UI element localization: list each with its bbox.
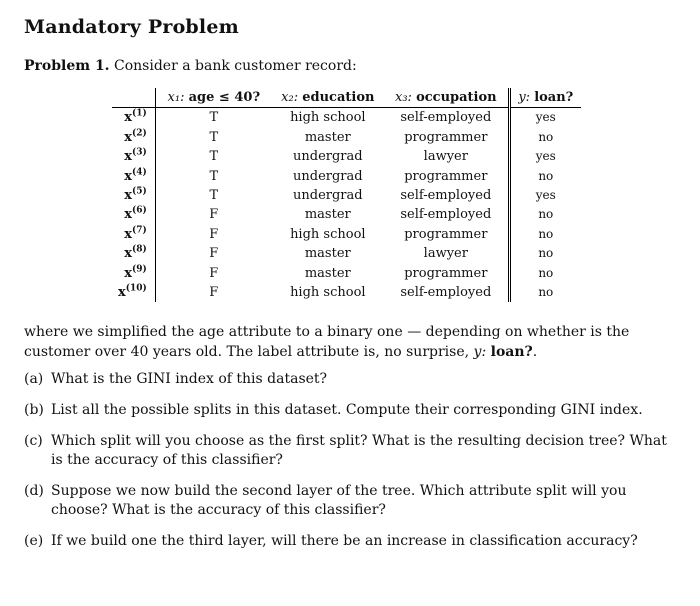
- question-item: [24, 370, 674, 389]
- cell-loan: yes: [535, 188, 556, 203]
- cell-education: high school: [290, 285, 366, 301]
- table-row: [112, 186, 581, 205]
- problem-label: Problem 1.: [24, 58, 110, 74]
- cell-loan: no: [538, 168, 554, 183]
- cell-age: F: [209, 285, 219, 301]
- question-label: (b): [24, 402, 44, 418]
- question-label: (e): [24, 533, 44, 549]
- cell-age: T: [209, 168, 219, 184]
- cell-occupation: lawyer: [384, 147, 510, 166]
- cell-occupation: self-employed: [384, 108, 510, 128]
- cell-occupation: programmer: [384, 128, 510, 147]
- question-label: (a): [24, 371, 44, 387]
- header-loan: y: loan?: [509, 88, 581, 108]
- table-row: [112, 264, 581, 283]
- cell-education: master: [304, 246, 351, 262]
- question-label: (c): [24, 433, 43, 449]
- table-header-row: [112, 88, 581, 108]
- cell-age: F: [209, 265, 219, 281]
- cell-loan: no: [538, 246, 554, 261]
- problem-statement: [24, 58, 357, 74]
- cell-age: F: [209, 207, 219, 223]
- table-row: [112, 205, 581, 224]
- section-heading: Mandatory Problem: [24, 16, 239, 38]
- cell-loan: no: [538, 207, 554, 222]
- cell-loan: no: [538, 129, 554, 144]
- cell-age: F: [209, 246, 219, 262]
- cell-occupation: self-employed: [384, 186, 510, 205]
- cell-age: F: [209, 226, 219, 242]
- header-occupation: x₃: occupation: [384, 88, 510, 108]
- problem-intro: Consider a bank customer record:: [114, 58, 357, 74]
- row-label: $x^{(8)}$: [112, 244, 155, 263]
- cell-occupation: programmer: [384, 167, 510, 186]
- cell-loan: no: [538, 285, 554, 300]
- question-item: [24, 482, 674, 520]
- cell-education: high school: [290, 226, 366, 242]
- question-item: [24, 401, 674, 420]
- cell-education: high school: [290, 110, 366, 126]
- cell-education: undergrad: [293, 188, 363, 204]
- header-age: x₁: age ≤ 40?: [155, 88, 272, 108]
- table-row: [112, 283, 581, 302]
- cell-education: master: [304, 265, 351, 281]
- question-text: Which split will you choose as the first split? What is the resulting decision tree? What is the accuracy of this classifier?: [51, 433, 667, 468]
- cell-age: T: [209, 110, 219, 126]
- table-row: [112, 244, 581, 263]
- cell-occupation: self-employed: [384, 283, 510, 302]
- row-label: $x^{(5)}$: [112, 186, 155, 205]
- row-label: $x^{(9)}$: [112, 264, 155, 283]
- cell-occupation: self-employed: [384, 205, 510, 224]
- row-label: $x^{(2)}$: [112, 128, 155, 147]
- row-label: $x^{(7)}$: [112, 225, 155, 244]
- cell-age: T: [209, 188, 219, 204]
- cell-education: master: [304, 207, 351, 223]
- cell-loan: yes: [535, 110, 556, 125]
- cell-loan: no: [538, 226, 554, 241]
- question-label: (d): [24, 483, 44, 499]
- description-paragraph: where we simplified the age attribute to a binary one — depending on whether is the customer over 40 years old. The label attribute is, no surprise, y: loan?.: [24, 324, 630, 360]
- row-label: $x^{(4)}$: [112, 167, 155, 186]
- question-list: [24, 370, 674, 563]
- cell-education: master: [304, 129, 351, 145]
- question-text: If we build one the third layer, will there be an increase in classification accuracy?: [51, 533, 638, 549]
- cell-occupation: programmer: [384, 264, 510, 283]
- table-row: [112, 128, 581, 147]
- customer-table: [112, 88, 581, 302]
- row-label: $x^{(1)}$: [112, 108, 155, 128]
- cell-education: undergrad: [293, 168, 363, 184]
- header-education: x₂: education: [272, 88, 384, 108]
- table-row: [112, 167, 581, 186]
- cell-age: T: [209, 149, 219, 165]
- cell-occupation: lawyer: [384, 244, 510, 263]
- question-item: [24, 432, 674, 470]
- row-label: $x^{(6)}$: [112, 205, 155, 224]
- table-row: [112, 147, 581, 166]
- table-row: [112, 225, 581, 244]
- cell-education: undergrad: [293, 149, 363, 165]
- question-item: [24, 532, 674, 551]
- question-text: Suppose we now build the second layer of the tree. Which attribute split will you choose? What is the accuracy of this classifier?: [51, 483, 627, 518]
- table-row: [112, 108, 581, 128]
- row-label: $x^{(3)}$: [112, 147, 155, 166]
- cell-age: T: [209, 129, 219, 145]
- cell-loan: no: [538, 265, 554, 280]
- header-blank: [112, 88, 155, 108]
- question-text: List all the possible splits in this dataset. Compute their corresponding GINI index.: [51, 402, 643, 418]
- cell-loan: yes: [535, 149, 556, 164]
- question-text: What is the GINI index of this dataset?: [51, 371, 328, 387]
- cell-occupation: programmer: [384, 225, 510, 244]
- row-label: $x^{(10)}$: [112, 283, 155, 302]
